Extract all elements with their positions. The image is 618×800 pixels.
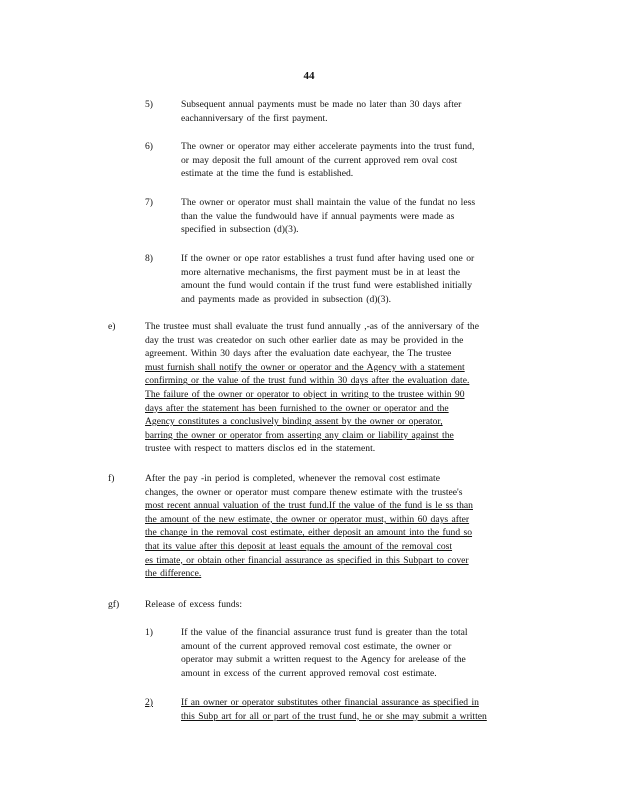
text-line: confirming or the value of the trust fund within 30 days after the evaluation date. [145,375,470,387]
text-line: the change in the removal cost estimate, either deposit an amount into the fund so [145,527,473,539]
text-line: amount of the current approved removal cost estimate, the owner or [181,640,452,652]
text-line: eachanniversary of the first payment. [181,112,328,124]
text-line: barring the owner or operator from asserting any claim or liability against the [145,429,454,441]
text-line: day the trust was createdor on such other earlier date as may be provided in the [145,334,464,346]
text-line: days after the statement has been furnished to the owner or operator and the [145,402,449,414]
item-text-e [145,320,540,456]
text-line: The owner or operator may either accelerate payments into the trust fund, [181,141,475,152]
text-line: If the owner or ope rator establishes a trust fund after having used one or [181,253,475,264]
item-label-f: f) [108,473,115,484]
item-label-8: 8) [145,253,153,264]
text-line: the difference. [145,568,202,580]
item-label-g: gf) [108,599,120,610]
text-line: Release of excess funds: [145,599,243,610]
text-line: than the value the fundwould have if annual payments were made as [181,210,455,222]
text-line: must furnish shall notify the owner or operator and the Agency with a statement [145,361,465,373]
text-line: estimate at the time the fund is established. [181,168,354,180]
text-line: After the pay -in period is completed, whenever the removal cost estimate [145,473,440,484]
text-line: es timate, or obtain other financial assurance as specified in this Subpart to cover [145,554,469,566]
text-line: If an owner or operator substitutes other financial assurance as specified in [181,697,479,708]
text-line: and payments made as provided in subsection (d)(3). [181,293,392,305]
text-line: most recent annual valuation of the trust fund.If the value of the fund is le ss than [145,500,473,512]
text-line: agreement. Within 30 days after the evaluation date eachyear, the The trustee [145,348,452,360]
text-line: The owner or operator must shall maintain the value of the fundat no less [181,197,476,208]
text-line: trustee with respect to matters disclos ed in the statement. [145,443,376,455]
text-line: Subsequent annual payments must be made no later than 30 days after [181,99,462,110]
text-line: this Subp art for all or part of the trust fund, he or she may submit a written [181,710,487,722]
text-line: The trustee must shall evaluate the trust fund annually ,-as of the anniversary of the [145,321,479,332]
item-label-e: e) [108,321,116,332]
item-label-5: 5) [145,99,153,110]
text-line: specified in subsection (d)(3). [181,224,299,236]
text-line: or may deposit the full amount of the current approved rem oval cost [181,154,458,166]
item-label-7: 7) [145,197,153,208]
item-label-6: 6) [145,141,153,152]
item-text-2 [181,696,543,723]
text-line: changes, the owner or operator must compare thenew estimate with the trustee's [145,486,463,498]
text-line: operator may submit a written request to the Agency for arelease of the [181,654,466,666]
item-label-1: 1) [145,627,153,638]
item-text-g [145,598,445,612]
text-line: more alternative mechanisms, the first payment must be in at least the [181,266,461,278]
text-line: amount the fund would contain if the trust fund were established initially [181,280,473,292]
text-line: Agency constitutes a conclusively binding assent by the owner or operator, [145,416,443,428]
item-text-1 [181,626,537,680]
text-line: the amount of the new estimate, the owner or operator must, within 60 days after [145,513,470,525]
item-text-5 [181,98,519,125]
page-number: 44 [303,70,315,82]
text-line: The failure of the owner or operator to object in writing to the trustee within 90 [145,388,465,400]
text-line: amount in excess of the current approved removal cost estimate. [181,667,437,679]
text-line: that its value after this deposit at least equals the amount of the removal cost [145,540,453,552]
item-text-6 [181,140,537,181]
item-text-7 [181,196,537,237]
item-text-f [145,472,540,581]
text-line: If the value of the financial assurance trust fund is greater than the total [181,627,468,638]
item-label-2: 2) [145,697,153,708]
item-text-8 [181,252,537,306]
